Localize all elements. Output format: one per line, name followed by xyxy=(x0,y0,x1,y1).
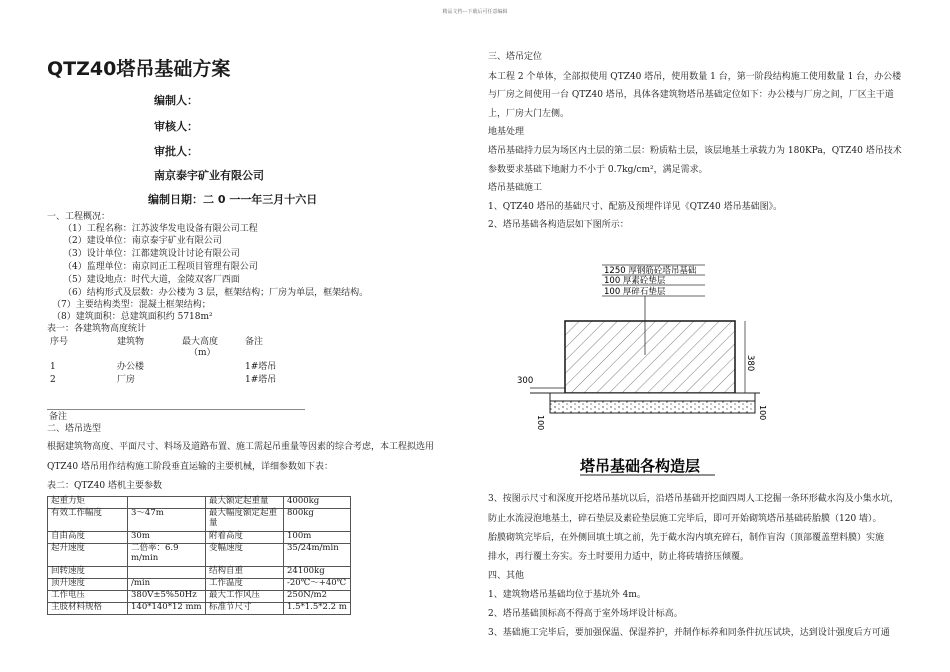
table-cell: 变幅速度 xyxy=(206,544,284,567)
project-item: （6）结构形式及层数：办公楼为 3 层，框架结构；厂房为单层，框架结构。 xyxy=(63,288,369,298)
table-cell: 结构自重 xyxy=(206,567,284,579)
table-cell: /min xyxy=(128,579,206,591)
table-row xyxy=(48,603,351,615)
table-cell: 顶升速度 xyxy=(48,579,128,591)
section1-heading: 一、工程概况： xyxy=(47,212,111,222)
table-cell: 办公楼 xyxy=(117,361,145,372)
table-cell: 800kg xyxy=(284,509,351,532)
table-row xyxy=(48,591,351,603)
rc-foundation-block xyxy=(565,321,735,393)
other-item: 1、建筑物塔吊基础均位于基坑外 4m。 xyxy=(488,590,646,600)
project-item: （8）建筑面积：总建筑面积约 5718m² xyxy=(52,312,213,322)
dim-left-bottom-label: 100 xyxy=(536,415,545,431)
construction-item: 2、塔吊基础各构造层如下图所示： xyxy=(488,220,629,230)
table-cell: 1 xyxy=(50,361,56,372)
table-cell: 最大幅度额定起重量 xyxy=(206,509,284,532)
table-header-cell: 建筑物 xyxy=(117,337,145,347)
project-item: （5）建设地点：时代大道，金陵双客厂西面 xyxy=(63,275,240,285)
table-cell: 1#塔吊 xyxy=(245,374,277,385)
foundation-layer-diagram xyxy=(505,255,783,481)
table-cell: 24100kg xyxy=(284,567,351,579)
table-cell: 工作电压 xyxy=(48,591,128,603)
table-cell: 厂房 xyxy=(117,374,136,385)
layer-label-rc: 1250 厚钢筋砼塔吊基础 xyxy=(604,266,697,276)
section3-paragraph: 与厂房之间使用一台 QTZ40 塔吊，具体各建筑物塔吊基础定位如下：办公楼与厂房之间，厂区主干道 xyxy=(488,90,894,100)
table-cell xyxy=(182,375,245,388)
other-item: 3、基础施工完毕后，要加强保温、保湿养护，并制作标养和同条件抗压试块，达到设计强度后方可通 xyxy=(488,628,890,638)
dim-right-top-label: 380 xyxy=(745,355,755,372)
table-cell: 100m xyxy=(284,532,351,544)
construction-item: 1、QTZ40 塔吊的基础尺寸、配筋及预埋件详见《QTZ40 塔吊基础图》。 xyxy=(488,202,783,212)
table-cell: 最大额定起重量 xyxy=(206,497,284,509)
table-cell xyxy=(182,362,245,375)
foundation-subheading: 地基处理 xyxy=(488,127,525,137)
table-row xyxy=(48,497,351,509)
dim-right-bottom-label: 100 xyxy=(758,405,767,421)
table-cell: 标准节尺寸 xyxy=(206,603,284,615)
construction-paragraph: 排水，再行覆土夯实。夯土时要用力适中，防止将砖墙挤压倾覆。 xyxy=(488,552,750,562)
table1-caption: 表一：各建筑物高度统计 xyxy=(47,324,147,334)
compile-date: 编制日期：二 0 一一年三月十六日 xyxy=(148,193,318,206)
table-cell: 1#塔吊 xyxy=(245,361,277,372)
construction-subheading: 塔吊基础施工 xyxy=(488,183,543,193)
layer-label-concrete: 100 厚素砼垫层 xyxy=(604,276,666,286)
reviewer-label: 审核人： xyxy=(154,120,198,133)
table-row xyxy=(48,579,351,591)
section2-paragraph: QTZ40 塔吊用作结构施工阶段垂直运输的主要机械，详细参数如下表： xyxy=(47,462,333,472)
section3-paragraph: 本工程 2 个单体，全部拟使用 QTZ40 塔吊，使用数量 1 台，第一阶段结构施工使用数量 1 台，办公楼 xyxy=(488,72,902,82)
table-cell: 3～47m xyxy=(128,509,206,532)
foundation-paragraph: 塔吊基础持力层为场区内土层的第二层：粉质粘土层，该层地基土承载力为 180KPa，QTZ40 塔吊技术 xyxy=(488,146,902,156)
table1-bottom-rule xyxy=(47,409,305,410)
table-row xyxy=(47,362,305,375)
table-header-cell xyxy=(182,337,245,362)
table1-footer: 备注 xyxy=(49,412,68,422)
crane-params-table xyxy=(47,496,351,615)
table-row xyxy=(47,375,305,388)
table-cell: 30m xyxy=(128,532,206,544)
table-header-unit: （m） xyxy=(189,348,216,359)
gravel-layer xyxy=(550,401,755,413)
table-cell: 250N/m2 xyxy=(284,591,351,603)
foundation-paragraph: 参数要求基础下地耐力不小于 0.7kg/cm²，满足需求。 xyxy=(488,165,708,175)
table-cell: 回转速度 xyxy=(48,567,128,579)
construction-item: 3、按图示尺寸和深度开挖塔吊基坑以后，沿塔吊基础开挖面四周人工挖掘一条环形截水沟及小集水坑， xyxy=(488,494,899,504)
table-cell: 1.5*1.5*2.2 m xyxy=(284,603,351,615)
table-row xyxy=(48,567,351,579)
table-cell: 自由高度 xyxy=(48,532,128,544)
table-cell: 主肢材料规格 xyxy=(48,603,128,615)
table-cell: 最大工作风压 xyxy=(206,591,284,603)
building-height-table xyxy=(47,337,305,388)
table-row xyxy=(48,509,351,532)
table-cell: 附着高度 xyxy=(206,532,284,544)
project-item: （2）建设单位：南京泰宇矿业有限公司 xyxy=(63,236,222,246)
project-item: （3）设计单位：江都建筑设计讨论有限公司 xyxy=(63,249,240,259)
table-cell: 起重力矩 xyxy=(48,497,128,509)
table-row xyxy=(48,532,351,544)
table-cell: 2 xyxy=(50,374,56,385)
table-cell: 4000kg xyxy=(284,497,351,509)
table-header-row xyxy=(47,337,305,362)
document-title: QTZ40塔吊基础方案 xyxy=(47,58,231,80)
table-cell: 380V±5%50Hz xyxy=(128,591,206,603)
section3-paragraph: 上，厂房大门左侧。 xyxy=(488,109,570,119)
table2-caption: 表二：QTZ40 塔机主要参数 xyxy=(47,481,162,491)
table-cell xyxy=(128,567,206,579)
table-header-cell: 序号 xyxy=(50,337,69,347)
table-header-text: 最大高度 xyxy=(182,337,219,347)
table-cell: 工作温度 xyxy=(206,579,284,591)
company-name: 南京泰宇矿业有限公司 xyxy=(154,169,264,182)
layer-label-gravel: 100 厚碎石垫层 xyxy=(604,287,666,297)
table-cell: -20℃～+40℃ xyxy=(284,579,351,591)
plain-concrete-layer xyxy=(550,393,755,401)
header-note: 精品文档---下载后可任意编辑 xyxy=(442,9,508,15)
project-item: （1）工程名称：江苏波华发电设备有限公司工程 xyxy=(63,224,258,234)
other-item: 2、塔吊基础顶标高不得高于室外场坪设计标高。 xyxy=(488,609,683,619)
table-cell: 二倍率：6.9 m/min xyxy=(128,544,206,567)
editor-label: 编制人： xyxy=(154,94,198,107)
table-cell: 有效工作幅度 xyxy=(48,509,128,532)
diagram-caption: 塔吊基础各构造层 xyxy=(580,457,701,475)
table-row xyxy=(48,544,351,567)
section2-heading: 二、塔吊选型 xyxy=(47,424,102,434)
approver-label: 审批人： xyxy=(154,145,198,158)
project-item: （4）监理单位：南京同正工程项目管理有限公司 xyxy=(63,262,258,272)
section2-paragraph: 根据建筑物高度、平面尺寸、料场及道路布置、施工需起吊重量等因素的综合考虑，本工程拟选用 xyxy=(47,442,435,452)
section4-heading: 四、其他 xyxy=(488,571,525,581)
construction-paragraph: 防止水流浸泡地基土，碎石垫层及素砼垫层施工完毕后，即可开始砌筑塔吊基础砖胎膜（120 墙）。 xyxy=(488,514,882,524)
project-item: （7）主要结构类型：混凝土框架结构； xyxy=(52,300,211,310)
table-cell xyxy=(128,497,206,509)
table-cell: 140*140*12 mm xyxy=(128,603,206,615)
construction-paragraph: 胎膜砌筑完毕后，在外侧回填土填之前，先于截水沟内填充碎石，制作盲沟（顶部覆盖塑料膜）实施 xyxy=(488,533,885,543)
table-cell: 起升速度 xyxy=(48,544,128,567)
section3-heading: 三、塔吊定位 xyxy=(488,52,543,62)
table-cell: 35/24m/min xyxy=(284,544,351,567)
table-header-cell: 备注 xyxy=(245,337,264,347)
dim-left-label: 300 xyxy=(517,376,534,386)
